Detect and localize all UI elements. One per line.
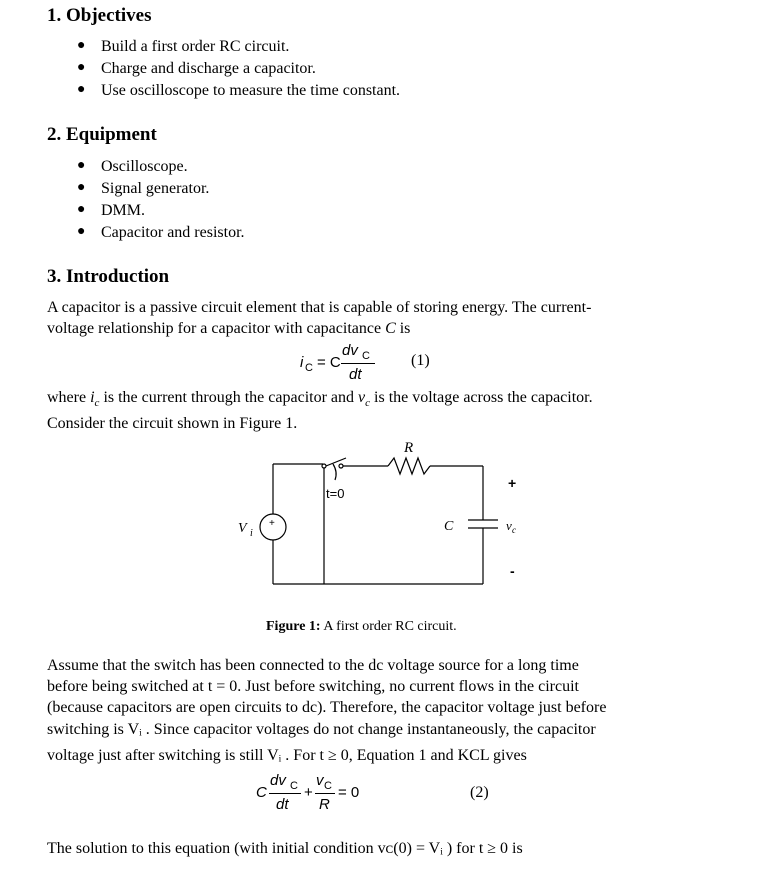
para3-line-1: Assume that the switch has been connected to the dc voltage source for a long time [47,657,579,674]
switch-label: t=0 [326,486,345,501]
rc-circuit-diagram [228,436,538,596]
resistor-label: R [404,440,414,456]
minus-sign: - [510,563,515,579]
intro-line-2: voltage relationship for a capacitor with capacitance C is [47,320,411,337]
intro-line-1: A capacitor is a passive circuit element that is capable of storing energy. The current- [47,299,592,316]
capacitor-label: C [444,519,454,534]
plus-sign: + [508,475,517,491]
source-label-sub: i [250,528,253,539]
switch-arrow-icon [333,464,336,480]
intro-line-4: Consider the circuit shown in Figure 1. [47,415,298,432]
para3-line-2: before being switched at t = 0. Just before switching, no current flows in the circuit [47,678,579,695]
para3-line-4: switching is Vᵢ . Since capacitor voltages do not change instantaneously, the capacitor [47,721,596,738]
last-line: The solution to this equation (with initial condition vᴄ(0) = Vᵢ ) for t ≥ 0 is [47,840,523,857]
equation-1: i C = C dv C dt (1) [300,342,430,383]
section-heading-objectives: 1. Objectives [47,5,152,26]
resistor-icon [388,458,430,474]
section-heading-equipment: 2. Equipment [47,124,157,145]
source-label: V [238,521,247,536]
intro-line-3: where $i_c$ is the current through the capacitor and $v_c$ is the voltage across the capacitor. [47,389,593,410]
vc-label: v [506,518,512,533]
para3-line-3: (because capacitors are open circuits to dc). Therefore, the capacitor voltage just before [47,699,607,716]
figure-caption: Figure 1: A first order RC circuit. [266,619,457,634]
equation-number: (1) [411,352,430,369]
switch-contact-icon [322,464,326,468]
equation-2: C dv C dt + v C R = 0 (2) [256,772,489,813]
equation-number: (2) [470,784,489,801]
vc-label-sub: c [512,525,516,535]
source-plus-sign: + [269,518,275,529]
para3-line-5: voltage just after switching is still Vᵢ . For t ≥ 0, Equation 1 and KCL gives [47,747,527,764]
switch-contact-icon [339,464,343,468]
section-heading-introduction: 3. Introduction [47,266,170,287]
